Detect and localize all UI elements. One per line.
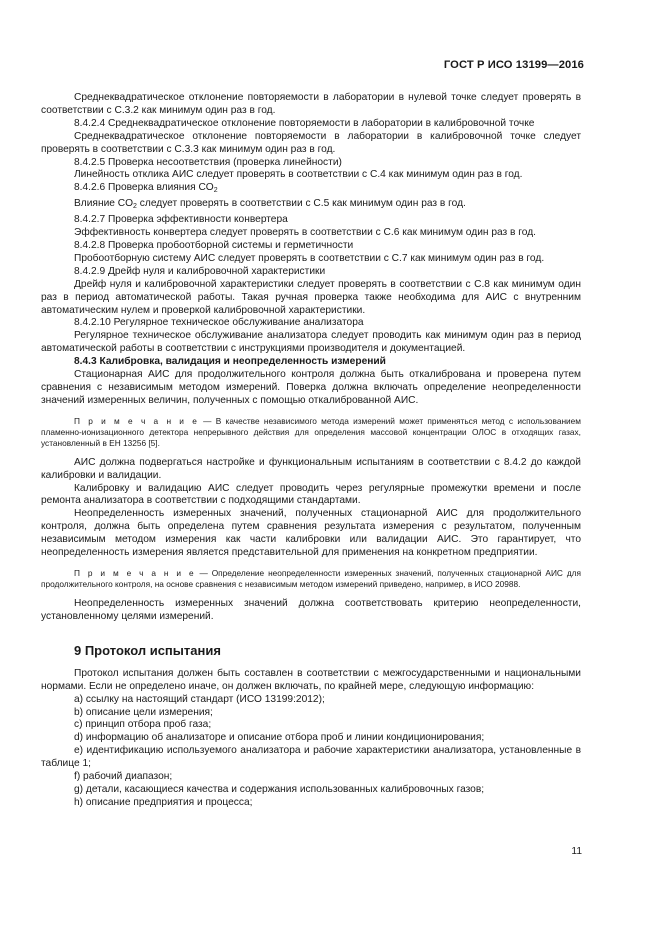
subscript: 2 <box>133 203 137 211</box>
list-item: b) описание цели измерения; <box>74 706 213 718</box>
paragraph: Среднеквадратическое отклонение повторяемости в лаборатории в калибровочной точке следует проверять в соответствии с С.3.3 как минимум один раз в год. <box>41 130 581 155</box>
note <box>41 568 581 590</box>
clause-heading <box>41 182 581 198</box>
list-item: c) принцип отбора проб газа; <box>74 719 212 731</box>
note-label: П р и м е ч а н и е <box>74 415 199 426</box>
subscript: 2 <box>213 187 218 195</box>
paragraph: Неопределенность измеренных значений, полученных стационарной АИС для продолжительного контроля, должна быть определена путем сравнения результата измерения с результатом, полученным независимым методом измерения как части калибровки или валидации АИС. Это гарантирует, что неопределенность измерения является представительной для применения на конкретном предприятии. <box>41 508 581 559</box>
note <box>41 416 581 449</box>
paragraph-text: следует проверять в соответствии с С.5 как минимум один раз в год. <box>136 198 466 210</box>
paragraph: Протокол испытания должен быть составлен в соответствии с межгосударственными и национальными нормами. Если не определено иначе, он должен включать, по крайней мере, следующую информацию: <box>41 667 581 692</box>
paragraph: Стационарная АИС для продолжительного контроля должна быть откалибрована и проверена путем сравнения с независимым методом измерений. Поверка должна включать определение неопределенности значений измеренных величин, полученных с помощью откалиброванной АИС. <box>41 369 581 406</box>
paragraph <box>41 198 581 214</box>
list-item: e) идентификацию используемого анализатора и рабочие характеристики анализатора, установленные в таблице 1; <box>41 745 581 770</box>
paragraph: Линейность отклика АИС следует проверять в соответствии с С.4 как минимум один раз в год. <box>74 169 523 181</box>
clause-heading: 8.4.2.10 Регулярное техническое обслуживание анализатора <box>74 317 364 329</box>
standard-header: ГОСТ Р ИСО 13199—2016 <box>443 59 584 71</box>
note-text: — В качестве независимого метода измерений может применяться метод с использованием пламенно-ионизационного детектора непрерывного действия для определения массовой концентрации ОЛОС в отходящих газах, установленный в ЕН 13256 [5]. <box>41 415 581 448</box>
list-item: f) рабочий диапазон; <box>74 771 173 783</box>
page-number: 11 <box>571 846 582 857</box>
list-item: g) детали, касающиеся качества и содержания использованных калибровочных газов; <box>74 783 485 795</box>
paragraph: Эффективность конвертера следует проверять в соответствии с С.6 как минимум один раз в год. <box>74 227 537 239</box>
section-title: 9 Протокол испытания <box>74 642 221 658</box>
clause-heading: 8.4.2.4 Среднеквадратическое отклонение повторяемости в лаборатории в калибровочной точке <box>74 117 535 129</box>
note-text: — Определение неопределенности измеренных значений, полученных стационарной АИС для продолжительного контроля, на основе сравнения с независимым методом измерений приведено, например, в ИСО 20988. <box>41 568 581 589</box>
clause-heading: 8.4.2.5 Проверка несоответствия (проверка линейности) <box>74 156 342 168</box>
paragraph: АИС должна подвергаться настройке и функциональным испытаниям в соответствии с 8.4.2 до каждой калибровки и валидации. <box>41 456 581 481</box>
clause-heading: 8.4.2.9 Дрейф нуля и калибровочной характеристики <box>74 265 326 277</box>
list-item: a) ссылку на настоящий стандарт (ИСО 13199:2012); <box>74 693 325 705</box>
note-label: П р и м е ч а н и е <box>74 568 196 578</box>
paragraph: Среднеквадратическое отклонение повторяемости в лаборатории в нулевой точке следует проверять в соответствии с С.3.2 как минимум один раз в год. <box>41 92 581 116</box>
paragraph: Калибровку и валидацию АИС следует проводить через регулярные промежутки времени и после ремонта анализатора в соответствии с подходящими стандартами. <box>41 482 581 507</box>
list-item: h) описание предприятия и процесса; <box>74 796 253 808</box>
paragraph-text: Влияние CO <box>74 198 134 210</box>
paragraph: Дрейф нуля и калибровочной характеристики следует проверять в соответствии с С.8 как минимум один раз в период автоматической работы. Такая ручная проверка также необходима для АИС с внутренним автоматическим нулем и проверкой калибровочной характеристики. <box>41 278 581 316</box>
clause-heading: 8.4.2.8 Проверка пробоотборной системы и герметичности <box>74 239 354 251</box>
clause-heading-text: 8.4.2.6 Проверка влияния CO <box>74 182 214 194</box>
paragraph: Неопределенность измеренных значений должна соответствовать критерию неопределенности, установленному целями измерений. <box>41 598 581 622</box>
subsection-heading: 8.4.3 Калибровка, валидация и неопределенность измерений <box>74 356 386 368</box>
list-item: d) информацию об анализаторе и описание отбора проб и линии кондиционирования; <box>74 732 485 744</box>
clause-heading: 8.4.2.7 Проверка эффективности конвертера <box>74 214 288 226</box>
paragraph: Регулярное техническое обслуживание анализатора следует проводить как минимум один раз в период автоматической работы в соответствии с инструкциями производителя и документацией. <box>41 330 581 355</box>
paragraph: Пробоотборную систему АИС следует проверять в соответствии с С.7 как минимум один раз в год. <box>74 252 545 264</box>
document-body <box>41 92 581 810</box>
